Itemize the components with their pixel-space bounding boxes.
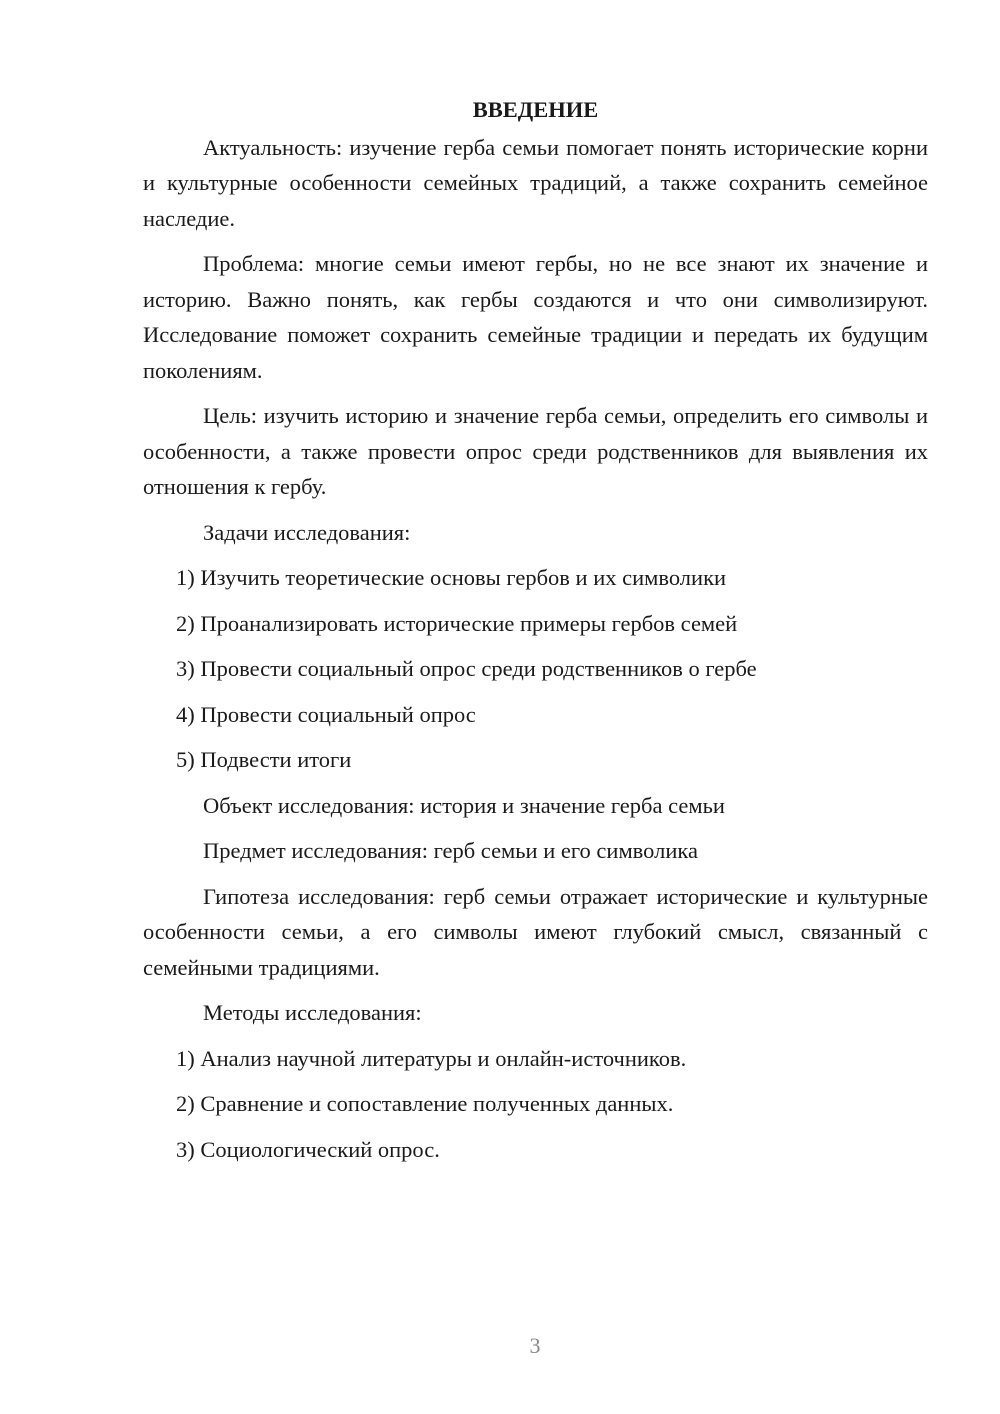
goal-paragraph: Цель: изучить историю и значение герба семьи, определить его символы и особенности, а также провести опрос среди родственников для выявления их отношения к гербу. [143,403,928,499]
method-item: 3) Социологический опрос. [176,1136,440,1162]
page-number: 3 [529,1333,541,1358]
method-item: 1) Анализ научной литературы и онлайн-источников. [176,1045,687,1071]
hypothesis-paragraph: Гипотеза исследования: герб семьи отражает исторические и культурные особенности семьи, а его символы имеют глубокий смысл, связанный с семейными традициями. [143,883,928,980]
relevance-paragraph: Актуальность: изучение герба семьи помогает понять исторические корни и культурные особенности семейных традиций, а также сохранить семейное наследие. [143,134,928,231]
task-item: 5) Подвести итоги [176,747,352,772]
task-item: 4) Провести социальный опрос [176,701,476,727]
object-line: Объект исследования: история и значение герба семьи [203,792,725,818]
tasks-heading: Задачи исследования: [203,519,411,545]
task-item: 1) Изучить теоретические основы гербов и их символики [176,565,727,590]
method-item: 2) Сравнение и сопоставление полученных данных. [176,1091,674,1116]
methods-heading: Методы исследования: [203,1000,422,1025]
page-title: ВВЕДЕНИЕ [472,97,599,122]
page-content [143,92,928,1177]
task-item: 2) Проанализировать исторические примеры гербов семей [176,610,738,636]
subject-line: Предмет исследования: герб семьи и его символика [203,838,698,863]
task-item: 3) Провести социальный опрос среди родственников о гербе [176,656,757,681]
problem-paragraph: Проблема: многие семьи имеют гербы, но не все знают их значение и историю. Важно понять, как гербы создаются и что они символизируют. Исследование поможет сохранить семейные традиции и передать их будущим поколениям. [143,251,928,383]
